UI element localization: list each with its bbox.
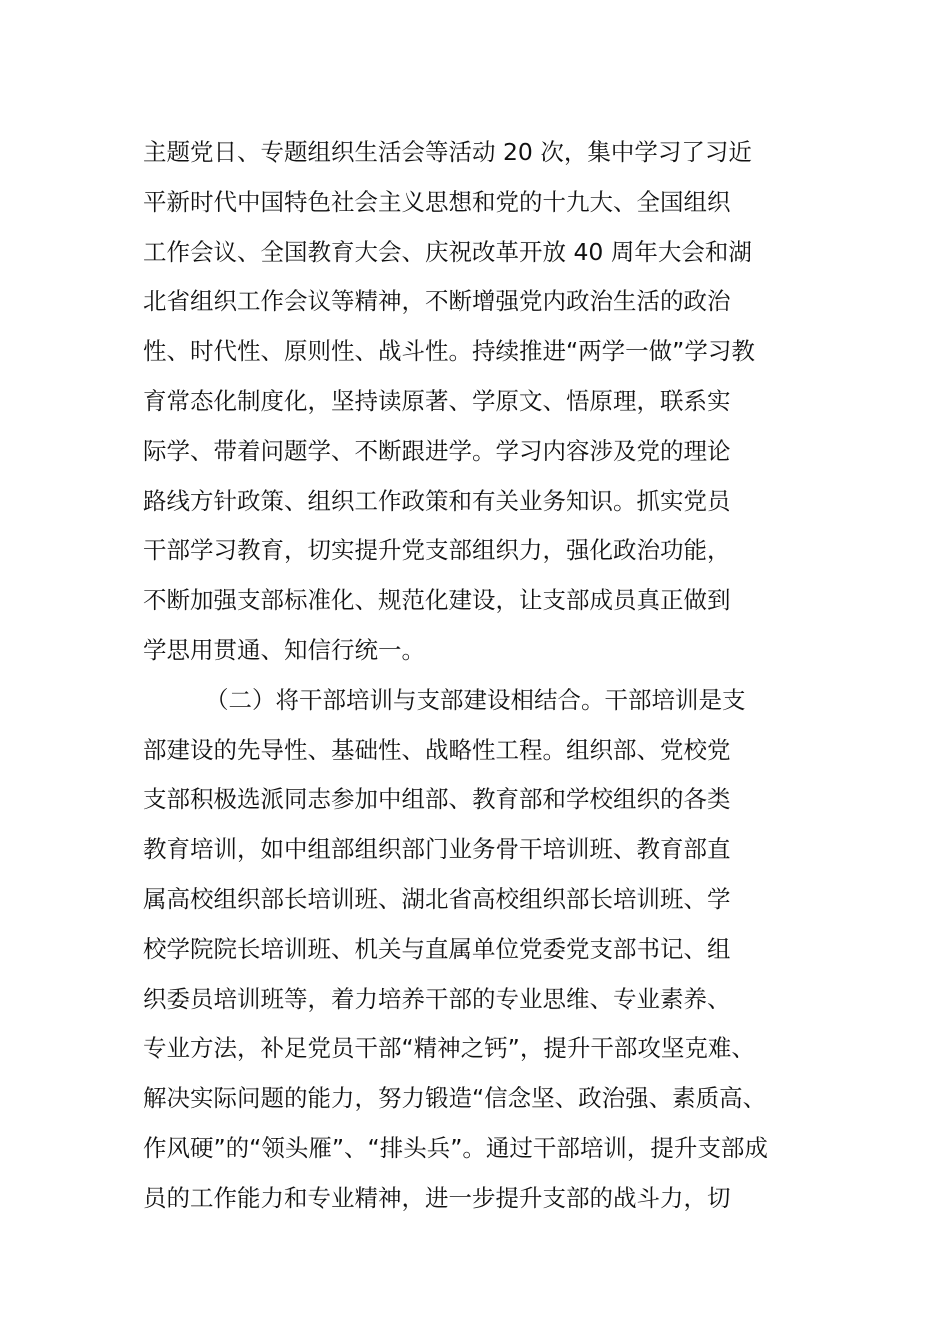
text-line: 北省组织工作会议等精神，不断增强党内政治生活的政治 bbox=[143, 287, 731, 316]
text-line: 育常态化制度化，坚持读原著、学原文、悟原理，联系实 bbox=[143, 386, 731, 415]
text-line: 学思用贯通、知信行统一。 bbox=[143, 635, 425, 664]
text-line: 校学院院长培训班、机关与直属单位党委党支部书记、组 bbox=[143, 934, 731, 963]
text-line: 不断加强支部标准化、规范化建设，让支部成员真正做到 bbox=[143, 586, 731, 615]
text-line: 解决实际问题的能力，努力锻造“信念坚、政治强、素质高、 bbox=[143, 1084, 767, 1113]
text-line: 教育培训，如中组部组织部门业务骨干培训班、教育部直 bbox=[143, 835, 731, 864]
text-line: 路线方针政策、组织工作政策和有关业务知识。抓实党员 bbox=[143, 486, 731, 515]
text-line: 工作会议、全国教育大会、庆祝改革开放 40 周年大会和湖 bbox=[143, 237, 752, 266]
section-heading-line: （二）将干部培训与支部建设相结合。干部培训是支 bbox=[205, 685, 746, 714]
text-line: 干部学习教育，切实提升党支部组织力，强化政治功能， bbox=[143, 536, 731, 565]
text-line: 员的工作能力和专业精神，进一步提升支部的战斗力，切 bbox=[143, 1183, 731, 1212]
text-line: 主题党日、专题组织生活会等活动 20 次，集中学习了习近 bbox=[143, 138, 752, 166]
text-line: 作风硬”的“领头雁”、“排头兵”。通过干部培训，提升支部成 bbox=[143, 1133, 768, 1162]
text-line: 平新时代中国特色社会主义思想和党的十九大、全国组织 bbox=[143, 187, 731, 216]
text-line: 支部积极选派同志参加中组部、教育部和学校组织的各类 bbox=[143, 785, 731, 814]
body-text bbox=[143, 128, 843, 1224]
text-line: 性、时代性、原则性、战斗性。持续推进“两学一做”学习教 bbox=[143, 337, 755, 366]
text-line: 部建设的先导性、基础性、战略性工程。组织部、党校党 bbox=[143, 735, 731, 764]
text-line: 属高校组织部长培训班、湖北省高校组织部长培训班、学 bbox=[143, 884, 731, 913]
text-line: 际学、带着问题学、不断跟进学。学习内容涉及党的理论 bbox=[143, 436, 731, 465]
text-line: 专业方法，补足党员干部“精神之钙”，提升干部攻坚克难、 bbox=[143, 1034, 755, 1063]
text-line: 织委员培训班等，着力培养干部的专业思维、专业素养、 bbox=[143, 984, 731, 1013]
